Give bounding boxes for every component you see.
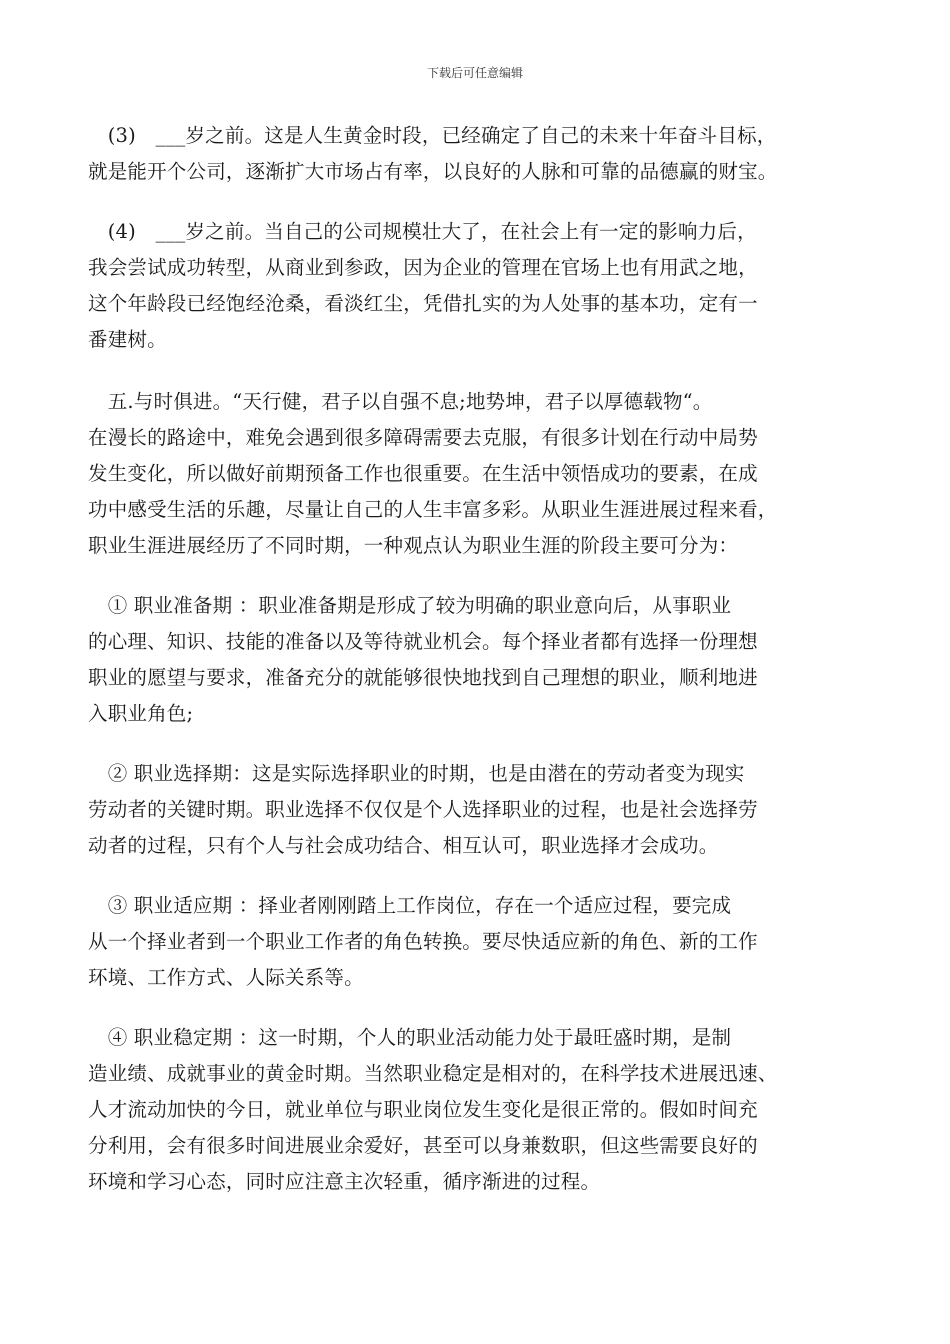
text-line: 职业生涯进展经历了不同时期，一种观点认为职业生涯的阶段主要可分为： bbox=[88, 534, 739, 557]
text-line: 番建树。 bbox=[88, 328, 167, 351]
text-line: 人才流动加快的今日，就业单位与职业岗位发生变化是很正常的。假如时间充 bbox=[88, 1098, 758, 1121]
text-line: (3) ___岁之前。这是人生黄金时段，已经确定了自己的未来十年奋斗目标， bbox=[88, 124, 777, 147]
text-line: 入职业角色; bbox=[88, 702, 194, 725]
text-line: 的心理、知识、技能的准备以及等待就业机会。每个择业者都有选择一份理想 bbox=[88, 630, 758, 653]
text-line: 五.与时俱进。“天行健，君子以自强不息;地势坤，君子以厚德载物“。 bbox=[88, 390, 713, 413]
text-line: (4) ___岁之前。当自己的公司规模壮大了，在社会上有一定的影响力后， bbox=[88, 220, 757, 243]
text-line: 造业绩、成就事业的黄金时期。当然职业稳定是相对的，在科学技术进展迅速、 bbox=[88, 1062, 778, 1085]
paragraph-3 bbox=[88, 118, 864, 190]
text-line: 劳动者的关键时期。职业选择不仅仅是个人选择职业的过程，也是社会选择劳 bbox=[88, 798, 758, 821]
text-line: ② 职业选择期：这是实际选择职业的时期，也是由潜在的劳动者变为现实 bbox=[88, 762, 745, 785]
text-line: 功中感受生活的乐趣，尽量让自己的人生丰富多彩。从职业生涯进展过程来看， bbox=[88, 498, 778, 521]
paragraph-stage-4 bbox=[88, 1020, 864, 1200]
text-line: 环境、工作方式、人际关系等。 bbox=[88, 966, 364, 989]
text-line: 在漫长的路途中，难免会遇到很多障碍需要去克服，有很多计划在行动中局势 bbox=[88, 426, 758, 449]
paragraph-stage-3 bbox=[88, 888, 864, 996]
document-body bbox=[88, 118, 864, 1200]
paragraph-stage-1 bbox=[88, 588, 864, 732]
text-line: 这个年龄段已经饱经沧桑，看淡红尘，凭借扎实的为人处事的基本功，定有一 bbox=[88, 292, 758, 315]
paragraph-section-5 bbox=[88, 384, 864, 564]
text-line: 我会尝试成功转型，从商业到参政，因为企业的管理在官场上也有用武之地， bbox=[88, 256, 758, 279]
text-line: 发生变化，所以做好前期预备工作也很重要。在生活中领悟成功的要素，在成 bbox=[88, 462, 758, 485]
text-line: 分利用，会有很多时间进展业余爱好，甚至可以身兼数职，但这些需要良好的 bbox=[88, 1134, 758, 1157]
text-line: 职业的愿望与要求，准备充分的就能够很快地找到自己理想的职业，顺利地进 bbox=[88, 666, 758, 689]
text-line: 就是能开个公司，逐渐扩大市场占有率，以良好的人脉和可靠的品德赢的财宝。 bbox=[88, 160, 778, 183]
text-line: ① 职业准备期 ：职业准备期是形成了较为明确的职业意向后，从事职业 bbox=[88, 594, 732, 617]
paragraph-4 bbox=[88, 214, 864, 358]
page-header: 下载后可任意编辑 bbox=[426, 66, 523, 80]
paragraph-stage-2 bbox=[88, 756, 864, 864]
text-line: ③ 职业适应期 ：择业者刚刚踏上工作岗位，存在一个适应过程，要完成 bbox=[88, 894, 732, 917]
text-line: 环境和学习心态，同时应注意主次轻重，循序渐进的过程。 bbox=[88, 1170, 601, 1193]
text-line: 从一个择业者到一个职业工作者的角色转换。要尽快适应新的角色、新的工作 bbox=[88, 930, 758, 953]
text-line: 动者的过程，只有个人与社会成功结合、相互认可，职业选择才会成功。 bbox=[88, 834, 719, 857]
text-line: ④ 职业稳定期 ：这一时期，个人的职业活动能力处于最旺盛时期，是制 bbox=[88, 1026, 732, 1049]
